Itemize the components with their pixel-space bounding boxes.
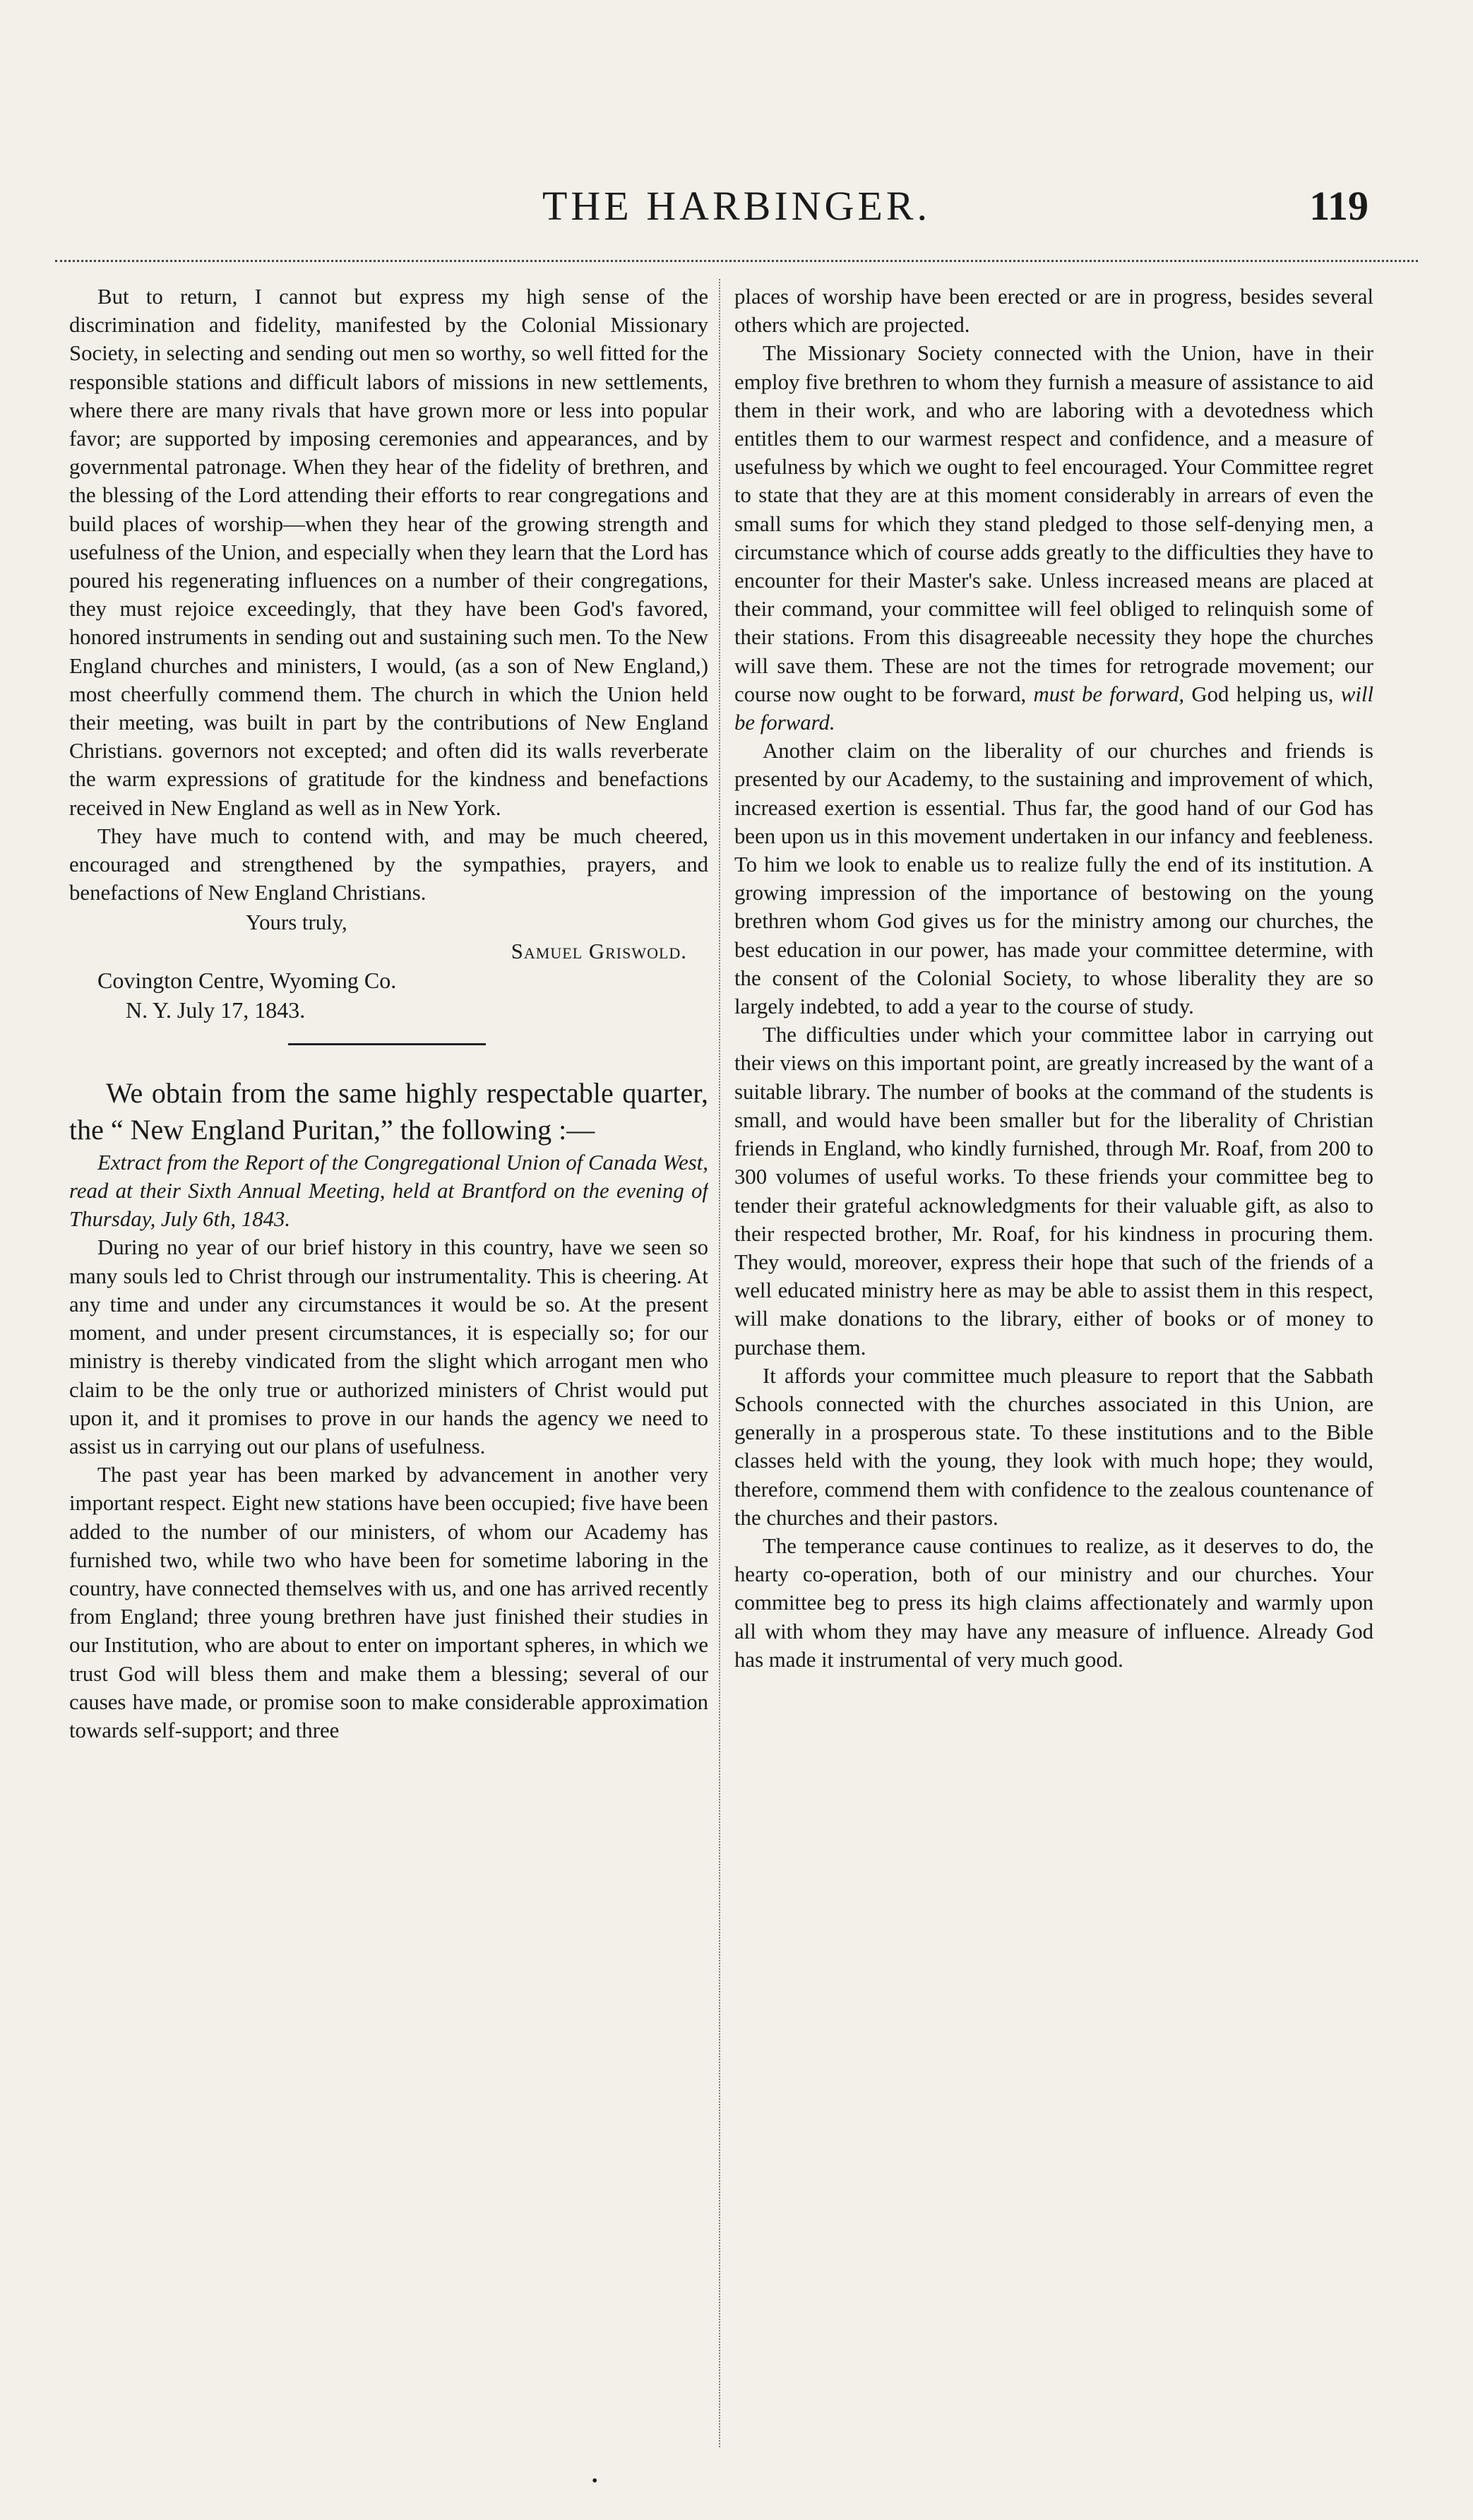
running-title: THE HARBINGER. xyxy=(542,183,931,229)
left-column xyxy=(69,283,708,2465)
emphasis-text: will be forward. xyxy=(734,682,1373,735)
page-number: 119 xyxy=(1309,183,1368,229)
report-text: The Missionary Society connected with the Union, have in their employ five brethren to whom they furnish a measure of assistance to aid them in their work, and who are laboring with a devotedness which entitles them to our warmest respect and confidence, and a measure of usefulness by which we ought to feel encouraged. Your Committee regret to state that they are at this moment considerably in arrears of even the small sums for which they stand pledged to those self-denying men, a circumstance which of course adds greatly to the difficulties they have to encounter for their Master's sake. Unless increased means are placed at their command, your committee will feel obliged to relinquish some of their stations. From this disagreeable necessity they hope the churches will save them. These are not the times for retrograde movement; our course now ought to be forward, xyxy=(734,341,1373,706)
page-header xyxy=(0,182,1473,239)
report-paragraph: Another claim on the liberality of our churches and friends is presented by our Academy, to the sustaining and improvement of which, increased exertion is essential. Thus far, the good hand of our God has been upon us in this movement undertaken in our infancy and feebleness. To him we look to enable us to realize fully the end of its institution. A growing impression of the importance of bestowing on the young brethren whom God gives us for the ministry among our churches, the best education in our power, has made your committee determine, with the consent of the Colonial Society, to whose liberality they are so largely indebted, to add a year to the course of study. xyxy=(734,739,1373,1019)
section-separator xyxy=(288,1043,486,1045)
report-paragraph: The difficulties under which your committee labor in carrying out their views on this important point, are greatly increased by the want of a suitable library. The number of books at the command of the students is small, and would have been smaller but for the liberality of Christian friends in England, who kindly furnished, through Mr. Roaf, from 200 to 300 volumes of useful works. To these friends your committee beg to tender their grateful acknowledgments for their valuable gift, as also to their respected brother, Mr. Roaf, for his kindness in procuring them. They would, moreover, express their hope that such of the friends of a well educated ministry here as may be able to assist them in this respect, will make donations to the library, either of books or of money to purchase them. xyxy=(734,1023,1373,1360)
signature-date: N. Y. July 17, 1843. xyxy=(126,997,306,1023)
right-column xyxy=(734,283,1373,2465)
extract-title: Extract from the Report of the Congregational Union of Canada West, read at their Sixth Annual Meeting, held at Brantford on the evening of Thursday, July 6th, 1843. xyxy=(69,1150,708,1232)
letter-paragraph: But to return, I cannot but express my high sense of the discrimination and fidelity, manifested by the Colonial Missionary Society, in selecting and sending out men so worthy, so well fitted for the responsible stations and difficult labors of missions in new settlements, where there are many rivals that have grown more or less into popular favor; are supported by imposing ceremonies and appearances, and by governmental patronage. When they hear of the fidelity of brethren, and the blessing of the Lord attending their efforts to rear congregations and build places of worship—when they hear of the growing strength and usefulness of the Union, and especially when they learn that the Lord has poured his regenerating influences on a number of their congregations, they must rejoice exceedingly, that they have been God's favored, honored instruments in sending out and sustaining such men. To the New England churches and ministers, I would, (as a son of New England,) most cheerfully commend them. The church in which the Union held their meeting, was built in part by the contributions of New England Christians. governors not excepted; and often did its walls reverberate the warm expressions of gratitude for the kindness and benefactions received in New England as well as in New York. xyxy=(69,285,708,820)
report-paragraph: The temperance cause continues to realize, as it deserves to do, the hearty co-operation, both of our ministry and our churches. Your committee beg to press its high claims affectionately and warmly upon all with whom they may have any measure of influence. Already God has made it instrumental of very much good. xyxy=(734,1533,1373,1672)
signature-name: Samuel Griswold. xyxy=(511,939,687,963)
emphasis-text: must be forward, xyxy=(1033,682,1185,706)
letter-paragraph: They have much to contend with, and may be much cheered, encouraged and strengthened by the sympathies, prayers, and benefactions of New England Christians. xyxy=(69,824,708,905)
report-paragraph: places of worship have been erected or are in progress, besides several others which are projected. xyxy=(734,285,1373,338)
report-text: God helping us, xyxy=(1191,682,1334,706)
print-mark: • xyxy=(592,2472,598,2490)
report-paragraph: The past year has been marked by advancement in another very important respect. Eight new stations have been occupied; five have been added to the number of our ministers, of whom our Academy has furnished two, while two who have been for sometime laboring in the country, have connected themselves with us, and one has arrived recently from England; three young brethren have just finished their studies in our Institution, who are about to enter on important spheres, in which we trust God will bless them and make them a blessing; several of our causes have made, or promise soon to make considerable approximation towards self-support; and three xyxy=(69,1463,708,1742)
report-paragraph xyxy=(734,339,1373,737)
report-paragraph: During no year of our brief history in this country, have we seen so many souls led to Christ through our instrumentality. This is cheering. At any time and under any circumstances it would be so. At the present moment, and under present circumstances, it is especially so; for our ministry is thereby vindicated from the slight which arrogant men who claim to be the only true or authorized ministers of Christ would put upon it, and it promises to prove in our hands the agency we need to assist us in carrying out our plans of usefulness. xyxy=(69,1235,708,1458)
signature-place: Covington Centre, Wyoming Co. xyxy=(97,967,397,993)
report-paragraph: It affords your committee much pleasure to report that the Sabbath Schools connected with the churches associated in this Union, are generally in a prosperous state. To these institutions and to the Bible classes held with the young, they look with much hope; they would, therefore, commend them with confidence to the zealous countenance of the churches and their pastors. xyxy=(734,1363,1373,1530)
header-rule xyxy=(55,253,1418,262)
section-intro: We obtain from the same highly respectable quarter, the “ New England Puritan,” the following :— xyxy=(69,1076,708,1146)
letter-closing: Yours truly, xyxy=(246,910,347,935)
column-divider xyxy=(719,279,720,2447)
